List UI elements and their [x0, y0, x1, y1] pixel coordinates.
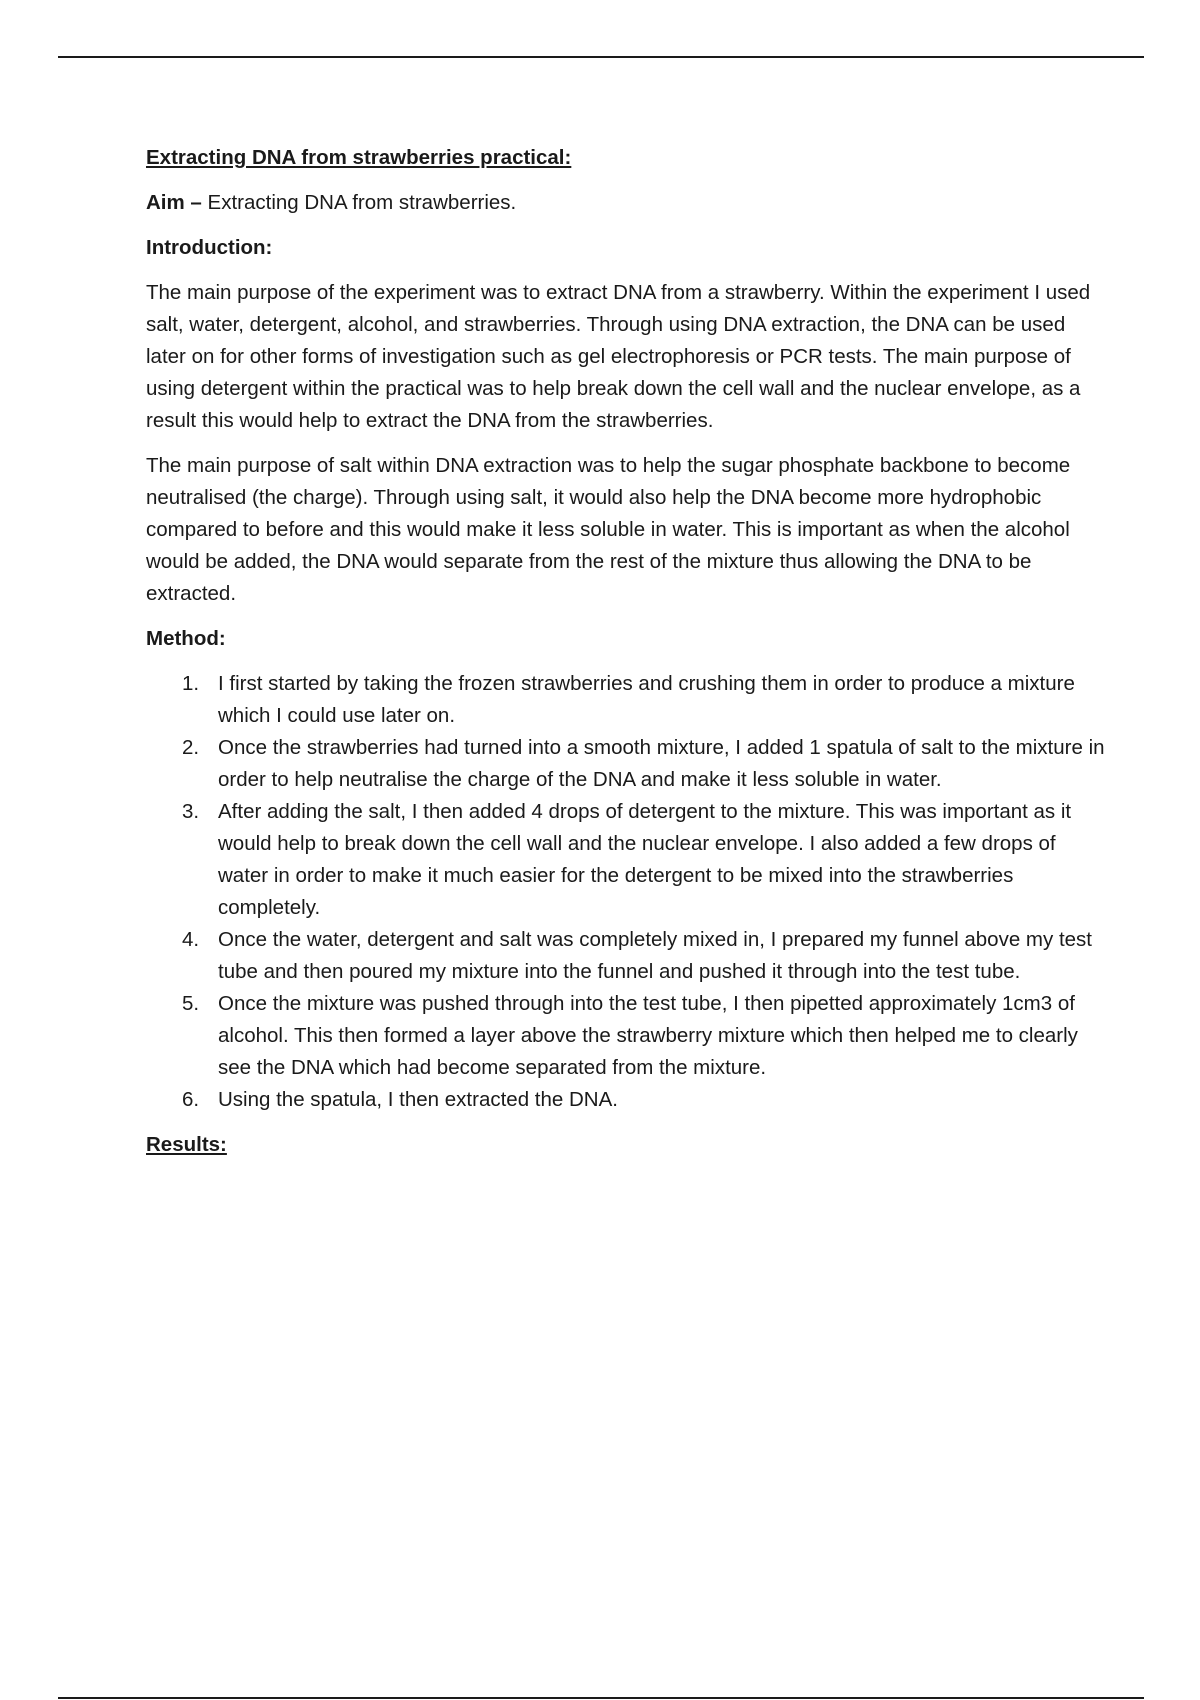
introduction-paragraph-2: The main purpose of salt within DNA extraction was to help the sugar phosphate backbone to become neutralised (the charge). Through using salt, it would also help the DNA become more hydrophobic compared to before and this would make it less soluble in water. This is important as when the alcohol would be added, the DNA would separate from the rest of the mixture thus allowing the DNA to be extracted. — [146, 454, 1071, 605]
method-step-6 — [146, 1084, 1106, 1116]
method-step-text: Once the water, detergent and salt was completely mixed in, I prepared my funnel above my test tube and then poured my mixture into the funnel and pushed it through into the test tube. — [218, 928, 1092, 983]
aim-line — [146, 187, 1106, 219]
document-body — [146, 142, 1106, 1174]
method-heading: Method: — [146, 627, 226, 650]
method-step-text: I first started by taking the frozen strawberries and crushing them in order to produce a mixture which I could use later on. — [218, 672, 1075, 727]
introduction-paragraph-1: The main purpose of the experiment was to extract DNA from a strawberry. Within the experiment I used salt, water, detergent, alcohol, and strawberries. Through using DNA extraction, the DNA can be used later on for other forms of investigation such as gel electrophoresis or PCR tests. The main purpose of using detergent within the practical was to help break down the cell wall and the nuclear envelope, as a result this would help to extract the DNA from the strawberries. — [146, 281, 1091, 432]
footer-rule — [58, 1697, 1144, 1699]
method-step-number: 5. — [182, 992, 200, 1015]
method-step-text: After adding the salt, I then added 4 drops of detergent to the mixture. This was important as it would help to break down the cell wall and the nuclear envelope. I also added a few drops of water in order to make it much easier for the detergent to be mixed into the strawberries completely. — [218, 800, 1072, 919]
method-step-text: Using the spatula, I then extracted the DNA. — [218, 1088, 618, 1111]
introduction-heading: Introduction: — [146, 236, 273, 259]
method-step-number: 3. — [182, 800, 200, 823]
method-step-text: Once the mixture was pushed through into the test tube, I then pipetted approximately 1cm3 of alcohol. This then formed a layer above the strawberry mixture which then helped me to clearly see the DNA which had become separated from the mixture. — [218, 992, 1078, 1079]
method-step-2 — [146, 732, 1106, 796]
method-step-3 — [146, 796, 1106, 924]
method-step-number: 4. — [182, 928, 200, 951]
method-step-text: Once the strawberries had turned into a smooth mixture, I added 1 spatula of salt to the mixture in order to help neutralise the charge of the DNA and make it less soluble in water. — [218, 736, 1105, 791]
results-heading: Results: — [146, 1133, 227, 1156]
method-step-1 — [146, 668, 1106, 732]
document-title: Extracting DNA from strawberries practical: — [146, 146, 572, 169]
aim-text: Extracting DNA from strawberries. — [201, 191, 517, 214]
method-step-number: 1. — [182, 672, 200, 695]
method-step-number: 6. — [182, 1088, 200, 1111]
aim-label: Aim – — [146, 191, 202, 214]
method-step-5 — [146, 988, 1106, 1084]
method-step-4 — [146, 924, 1106, 988]
header-rule — [58, 56, 1144, 58]
method-step-number: 2. — [182, 736, 200, 759]
method-steps-list — [146, 668, 1106, 1116]
